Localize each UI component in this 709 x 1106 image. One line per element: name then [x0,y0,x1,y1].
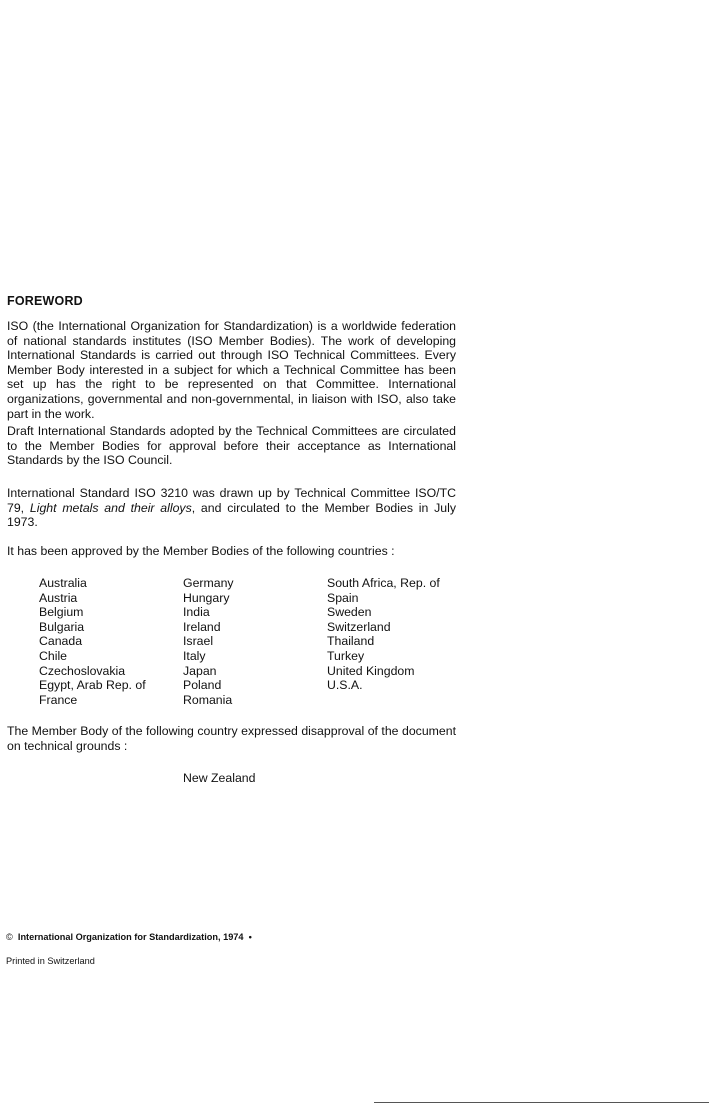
committee-subject: Light metals and their alloys [29,500,192,515]
country-item: Austria [39,590,78,605]
country-item: Turkey [327,648,365,663]
disapproving-country: New Zealand [183,771,256,785]
countries-column-1 [39,576,146,707]
country-item: United Kingdom [327,663,415,678]
country-item: Czechoslovakia [39,663,126,678]
country-item: India [183,605,210,620]
country-item: Chile [39,648,68,663]
foreword-paragraph-disapproval: The Member Body of the following country expressed disapproval of the document on technical grounds : [7,724,456,753]
country-item: Australia [39,576,87,590]
country-item: Belgium [39,605,84,620]
country-item: Bulgaria [39,619,85,634]
country-item: Ireland [183,619,221,634]
country-item: Egypt, Arab Rep. of [39,678,146,693]
foreword-paragraph-approval: It has been approved by the Member Bodies of the following countries : [7,544,395,558]
copyright-icon: © [6,932,13,942]
foreword-paragraph-standard [7,486,456,530]
countries-column-2 [183,576,234,707]
standard-text-before: International Standard ISO 3210 was drawn up by Technical Committee ISO/TC 79, [7,486,456,515]
country-item: Thailand [327,634,375,649]
country-item: Israel [183,634,214,649]
copyright-line [6,932,252,942]
bullet-icon: • [248,932,252,942]
country-item: Sweden [327,605,372,620]
bottom-rule [374,1102,709,1103]
country-item: Italy [183,648,206,663]
country-item: Japan [183,663,217,678]
country-item: Hungary [183,590,230,605]
foreword-heading: FOREWORD [7,294,83,308]
country-item: South Africa, Rep. of [327,576,440,590]
country-item: U.S.A. [327,678,363,693]
country-item: Romania [183,692,233,707]
countries-column-3 [327,576,440,693]
foreword-paragraph-iso: ISO (the International Organization for Standardization) is a worldwide federation of national standards institutes (ISO Member Bodies). The work of developing International Standards is carried out through ISO Technical Committees. Every Member Body interested in a subject for which a Technical Committee has been set up has the right to be represented on that Committee. International organizations, governmental and non-governmental, in liaison with ISO, also take part in the work. [7,319,456,421]
country-item: Spain [327,590,359,605]
country-item: Switzerland [327,619,391,634]
foreword-paragraph-drafts: Draft International Standards adopted by the Technical Committees are circulated to the Member Bodies for approval before their acceptance as International Standards by the ISO Council. [7,424,456,468]
copyright-text: International Organization for Standardization, 1974 [17,932,244,942]
country-item: France [39,692,78,707]
country-item: Germany [183,576,234,590]
printed-in-line: Printed in Switzerland [6,956,95,966]
standard-text-after: , and circulated to the Member Bodies in July 1973. [7,500,456,530]
country-item: Poland [183,678,222,693]
country-item: Canada [39,634,83,649]
